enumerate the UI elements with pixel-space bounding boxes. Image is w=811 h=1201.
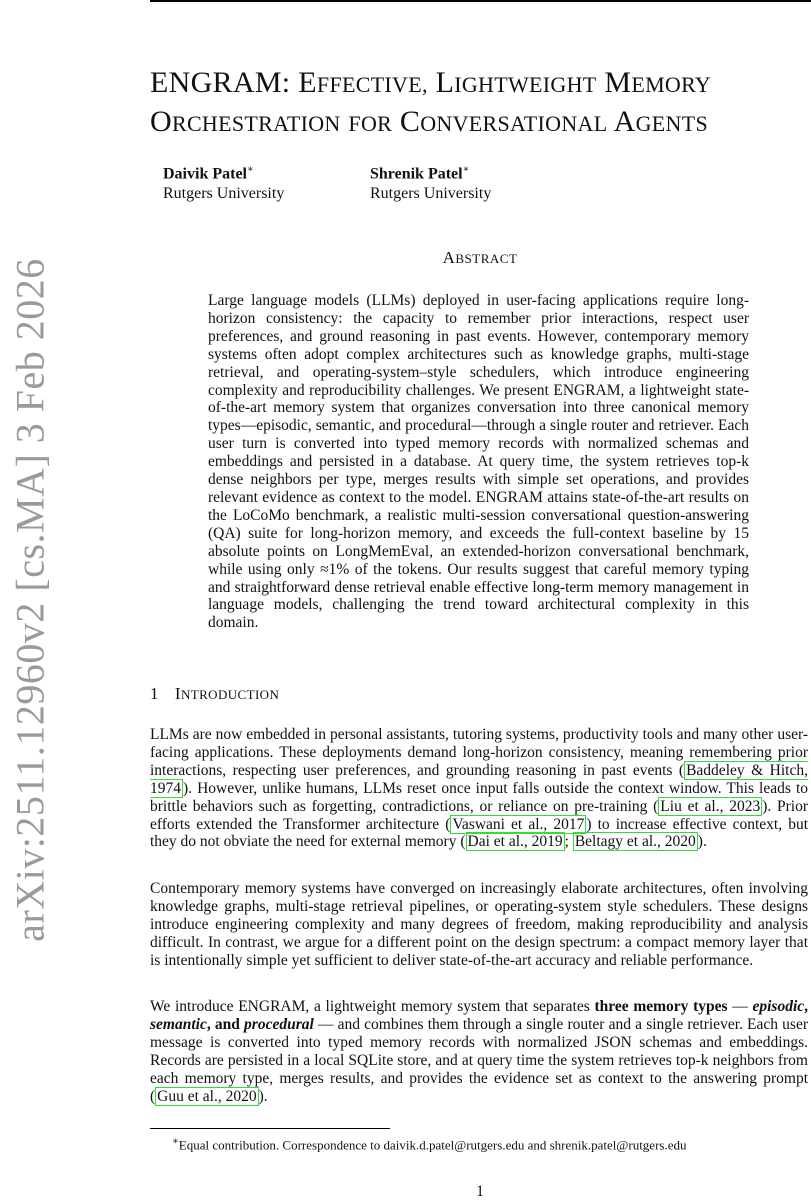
text-span: — [728, 998, 753, 1015]
footnote-text: Equal contribution. Correspondence to daivik.d.patel@rutgers.edu and shrenik.patel@rutgers.edu [179, 1137, 687, 1152]
citation-link[interactable]: Liu et al., 2023 [658, 797, 762, 816]
bold-text: , [804, 998, 808, 1015]
bold-italic-text: procedural [244, 1016, 314, 1033]
author-name: Shrenik Patel [370, 165, 463, 182]
abstract-heading-text: ABSTRACT [443, 246, 518, 268]
text-span: — and combines them through a single router and a single retriever. Each user message is converted into typed memory records with normalized JSON schemas and embeddings. Records are persisted in a local SQLite store, and at query time the system retrieves top-k neighbors from each memory type, merges results, and provides the evidence set as context to the answering prompt ( [150, 1016, 808, 1105]
footnote-mark: ∗ [172, 1136, 179, 1147]
citation-link[interactable]: Beltagy et al., 2020 [573, 832, 698, 851]
bold-italic-text: semantic [150, 1016, 207, 1033]
text-span: We introduce ENGRAM, a lightweight memory system that separates [150, 998, 594, 1015]
abstract-text: Large language models (LLMs) deployed in user-facing applications require long-horizon consistency: the capacity to remember prior interactions, respect user preferences, and ground reasoning in past events. However, contemporary memory systems often adopt complex architectures such as knowledge graphs, multi-stage retrieval, and operating-system–style schedulers, which introduce engineering complexity and reproducibility challenges. We present ENGRAM, a lightweight state-of-the-art memory system that organizes conversation into three canonical memory types—episodic, semantic, and procedural—through a single router and retriever. Each user turn is converted into typed memory records with normalized schemas and embeddings and persisted in a database. At query time, the system retrieves top-k dense neighbors per type, merges results with simple set operations, and provides relevant evidence as context to the model. ENGRAM attains state-of-the-art results on the LoCoMo benchmark, a realistic multi-session conversational question-answering (QA) suite for long-horizon memory, and exceeds the full-context baseline by 15 absolute points on LongMemEval, an extended-horizon conversational benchmark, while using only ≈1% of the tokens. Our results suggest that careful memory typing and straightforward dense retrieval enable effective long-term memory management in language models, challenging the trend toward architectural complexity in this domain. [208, 292, 749, 632]
text-span: LLMs are now embedded in personal assistants, tutoring systems, productivity tools and many other user-facing applications. These deployments demand long-horizon consistency, meaning remembering prior interactions, respecting user preferences, and grounding reasoning in past events ( [150, 726, 808, 779]
section-title: INTRODUCTION [175, 684, 279, 703]
author-block-1 [163, 160, 284, 204]
section-number: 1 [150, 684, 159, 703]
intro-paragraph-1 [150, 726, 808, 851]
author-affiliation: Rutgers University [370, 184, 491, 204]
author-block-2 [370, 160, 491, 204]
text-span: ). [259, 1088, 268, 1105]
text-span: ). Prior efforts extended the Transformer architecture ( [150, 798, 808, 833]
citation-link[interactable]: Vaswani et al., 2017 [450, 815, 586, 834]
bold-italic-text: episodic [752, 998, 804, 1015]
abstract-heading [0, 246, 811, 269]
page-number [0, 1183, 811, 1201]
section-heading [150, 684, 279, 704]
arxiv-identifier[interactable]: arXiv:2511.12960v2 [cs.MA] 3 Feb 2026 [7, 258, 54, 942]
footnote-rule [150, 1128, 390, 1129]
paper-title: ENGRAM: EFFECTIVE, LIGHTWEIGHT MEMORY ORCHESTRATION FOR CONVERSATIONAL AGENTS [150, 64, 810, 142]
intro-paragraph-2: Contemporary memory systems have converged on increasingly elaborate architectures, often involving knowledge graphs, multi-stage retrieval pipelines, or operating-system style schedulers. These designs introduce engineering complexity and many degrees of freedom, making reproducibility and analysis difficult. In contrast, we argue for a different point on the design spectrum: a compact memory layer that is intentionally simple yet sufficient to deliver state-of-the-art accuracy and reliable performance. [150, 880, 808, 970]
bold-text: three memory types [594, 998, 727, 1015]
text-span: ). [698, 833, 707, 850]
text-span: ; [565, 833, 573, 850]
author-affiliation: Rutgers University [163, 184, 284, 204]
text-span: ) to increase effective context, but they do not obviate the need for external memory ( [150, 816, 808, 851]
author-footnote-mark: ∗ [463, 164, 470, 175]
footnote [172, 1134, 687, 1153]
page-number-text: 1 [75, 1183, 811, 1201]
citation-link[interactable]: Guu et al., 2020 [155, 1087, 258, 1106]
intro-paragraph-3 [150, 998, 808, 1105]
author-name: Daivik Patel [163, 165, 247, 182]
citation-link[interactable]: Baddeley & Hitch, 1974 [150, 761, 808, 798]
text-span: ). However, unlike humans, LLMs reset once input falls outside the context window. This leads to brittle behaviors such as forgetting, contradictions, or reliance on pre-training ( [150, 780, 808, 815]
top-rule [150, 0, 811, 2]
bold-text: , and [207, 1016, 244, 1033]
citation-link[interactable]: Dai et al., 2019 [466, 832, 565, 851]
author-footnote-mark: ∗ [247, 164, 254, 175]
